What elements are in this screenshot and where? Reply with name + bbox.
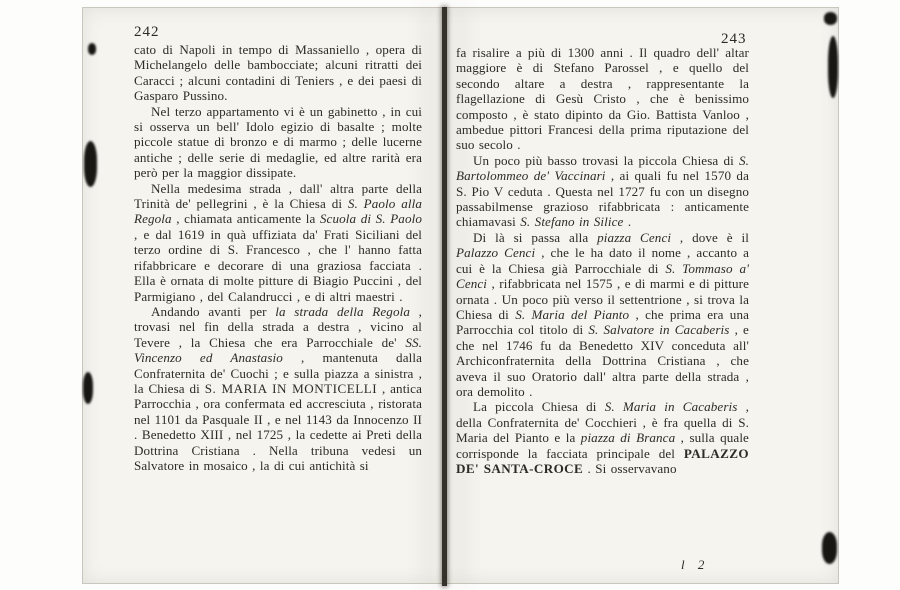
ink-blot: [822, 532, 837, 564]
text-segment: , mantenuta dalla Confraternita de' Cuochi ; e sulla piazza a sinistra , la Chiesa di: [134, 350, 422, 396]
text-segment: la strada della Regola: [275, 303, 410, 319]
text-segment: S. Salvatore in Cacaberis: [588, 322, 730, 338]
ink-blot: [88, 43, 96, 55]
paragraph: [134, 181, 422, 304]
text-column-right: [456, 45, 749, 476]
paragraph: [134, 42, 422, 104]
ink-blot: [828, 36, 838, 98]
paragraph: [456, 153, 749, 230]
paragraph: [134, 104, 422, 181]
paragraph: [456, 45, 749, 153]
text-segment: , sulla quale corrisponde la facciata principale del: [456, 430, 749, 461]
text-segment: Di là si passa alla: [473, 229, 598, 245]
text-segment: , e dal 1619 in quà uffiziata da' Frati Siciliani del terzo ordine di S. Francesco , che l' hanno fatta rifabbricare e decorare di una graziosa facciata . Ella è ornata di molte pitture di Biagio Puccini , del Parmigiano , del Calandrucci , e di altri maestri .: [134, 226, 422, 304]
text-segment: SS. Vincenzo ed Anastasio: [134, 334, 422, 366]
text-segment: Palazzo Cenci: [456, 245, 536, 261]
text-segment: S. Maria del Pianto: [515, 306, 630, 322]
text-segment: S. MARIA IN MONTICELLI: [204, 380, 378, 396]
ink-blot: [83, 372, 93, 404]
text-segment: .: [623, 214, 632, 230]
text-segment: Andando avanti per: [151, 303, 276, 319]
page-number-left: 242: [134, 24, 160, 40]
text-segment: , dove è il: [671, 229, 750, 245]
ink-blot: [84, 141, 97, 187]
paragraph: [456, 230, 749, 399]
text-segment: PALAZZO DE' SANTA-CROCE: [456, 445, 749, 476]
text-segment: piazza Cenci: [597, 229, 672, 245]
text-segment: S. Maria in Cacaberis: [604, 399, 738, 415]
book-gutter: [442, 7, 447, 586]
text-segment: . Si osservavano: [583, 460, 677, 476]
text-segment: , e che nel 1746 fu da Benedetto XIV conceduta all' Archiconfraternita della Dottrina Cristiana , che aveva il suo Oratorio dall' altra parte della strada , ora demolito .: [456, 322, 749, 399]
ink-blot: [824, 12, 837, 25]
text-segment: , trovasi nel fin della strada a destra , vicino al Tevere , la Chiesa che era Parrocchiale de': [134, 303, 422, 350]
text-segment: Scuola di S. Paolo: [319, 211, 422, 227]
page-number-right: 243: [721, 31, 747, 47]
text-segment: , ai quali fu nel 1570 da S. Pio V ceduta . Questa nel 1727 fu con un disegno passabilmense grazioso rifabbricata : anticamente chiamavasi: [456, 168, 749, 230]
text-segment: Nella medesima strada , dall' altra parte della Trinità de' pellegrini , è la Chiesa di: [134, 180, 422, 212]
text-segment: S. Tommaso a' Cenci: [456, 260, 749, 292]
text-segment: , della Confraternita de' Cocchieri , è fra quella di S. Maria del Pianto e la: [456, 399, 749, 446]
scan-area: [82, 7, 839, 584]
text-column-left: [134, 42, 422, 473]
text-segment: , chiamata anticamente la: [171, 211, 320, 227]
text-segment: cato di Napoli in tempo di Massaniello , opera di Michelangelo delle bambocciate; alcuni ritratti dei Caracci ; alcuni contadini di Teniers , e dei paesi di Gasparo Pussino.: [134, 42, 422, 104]
text-segment: Nel terzo appartamento vi è un gabinetto , in cui si osserva un bell' Idolo egizio di basalte ; molte piccole statue di bronzo e di marmo ; delle lucerne antiche ; delle serie di medaglie, ed altre rarità era però per la maggior dissipate.: [134, 103, 422, 181]
text-segment: Un poco più basso trovasi la piccola Chiesa di: [473, 152, 739, 168]
text-segment: fa risalire a più di 1300 anni . Il quadro dell' altar maggiore è di Stefano Parossel , e quello del secondo altare a destra , rappresentante la flagellazione di Gesù Cristo , che è benissimo composto , è stato dipinto da Gio. Battista Vanloo , ambedue pittori Francesi della prima riputazione del suo secolo .: [456, 45, 749, 153]
text-segment: , rifabbricata nel 1575 , e di marmi e di pitture ornata . Un poco più verso il settentrione , si trova la Chiesa di: [456, 276, 749, 322]
paragraph: [134, 304, 422, 473]
text-segment: piazza di Branca: [580, 430, 676, 446]
paragraph: [456, 399, 749, 476]
text-segment: , che prima era una Parrocchia col titolo di: [456, 306, 750, 338]
text-segment: , antica Parrocchia , ora confermata ed accresciuta , ristorata nel 1101 da Pasquale II , e nel 1143 da Innocenzo II . Benedetto XIII , nel 1725 , la cedette ai Preti della Dottrina Cristiana . Nella tribuna vedesi un Salvatore in mosaico , la di cui antichità si: [134, 380, 422, 473]
text-segment: La piccola Chiesa di: [473, 399, 605, 415]
text-segment: S. Stefano in Silice: [520, 214, 624, 230]
text-segment: , che le ha dato il nome , accanto a cui è la Chiesa già Parrocchiale di: [456, 245, 749, 276]
signature-mark: l 2: [681, 557, 710, 572]
text-segment: S. Bartolommeo de' Vaccinari: [456, 152, 749, 184]
text-segment: S. Paolo alla Regola: [134, 196, 422, 227]
